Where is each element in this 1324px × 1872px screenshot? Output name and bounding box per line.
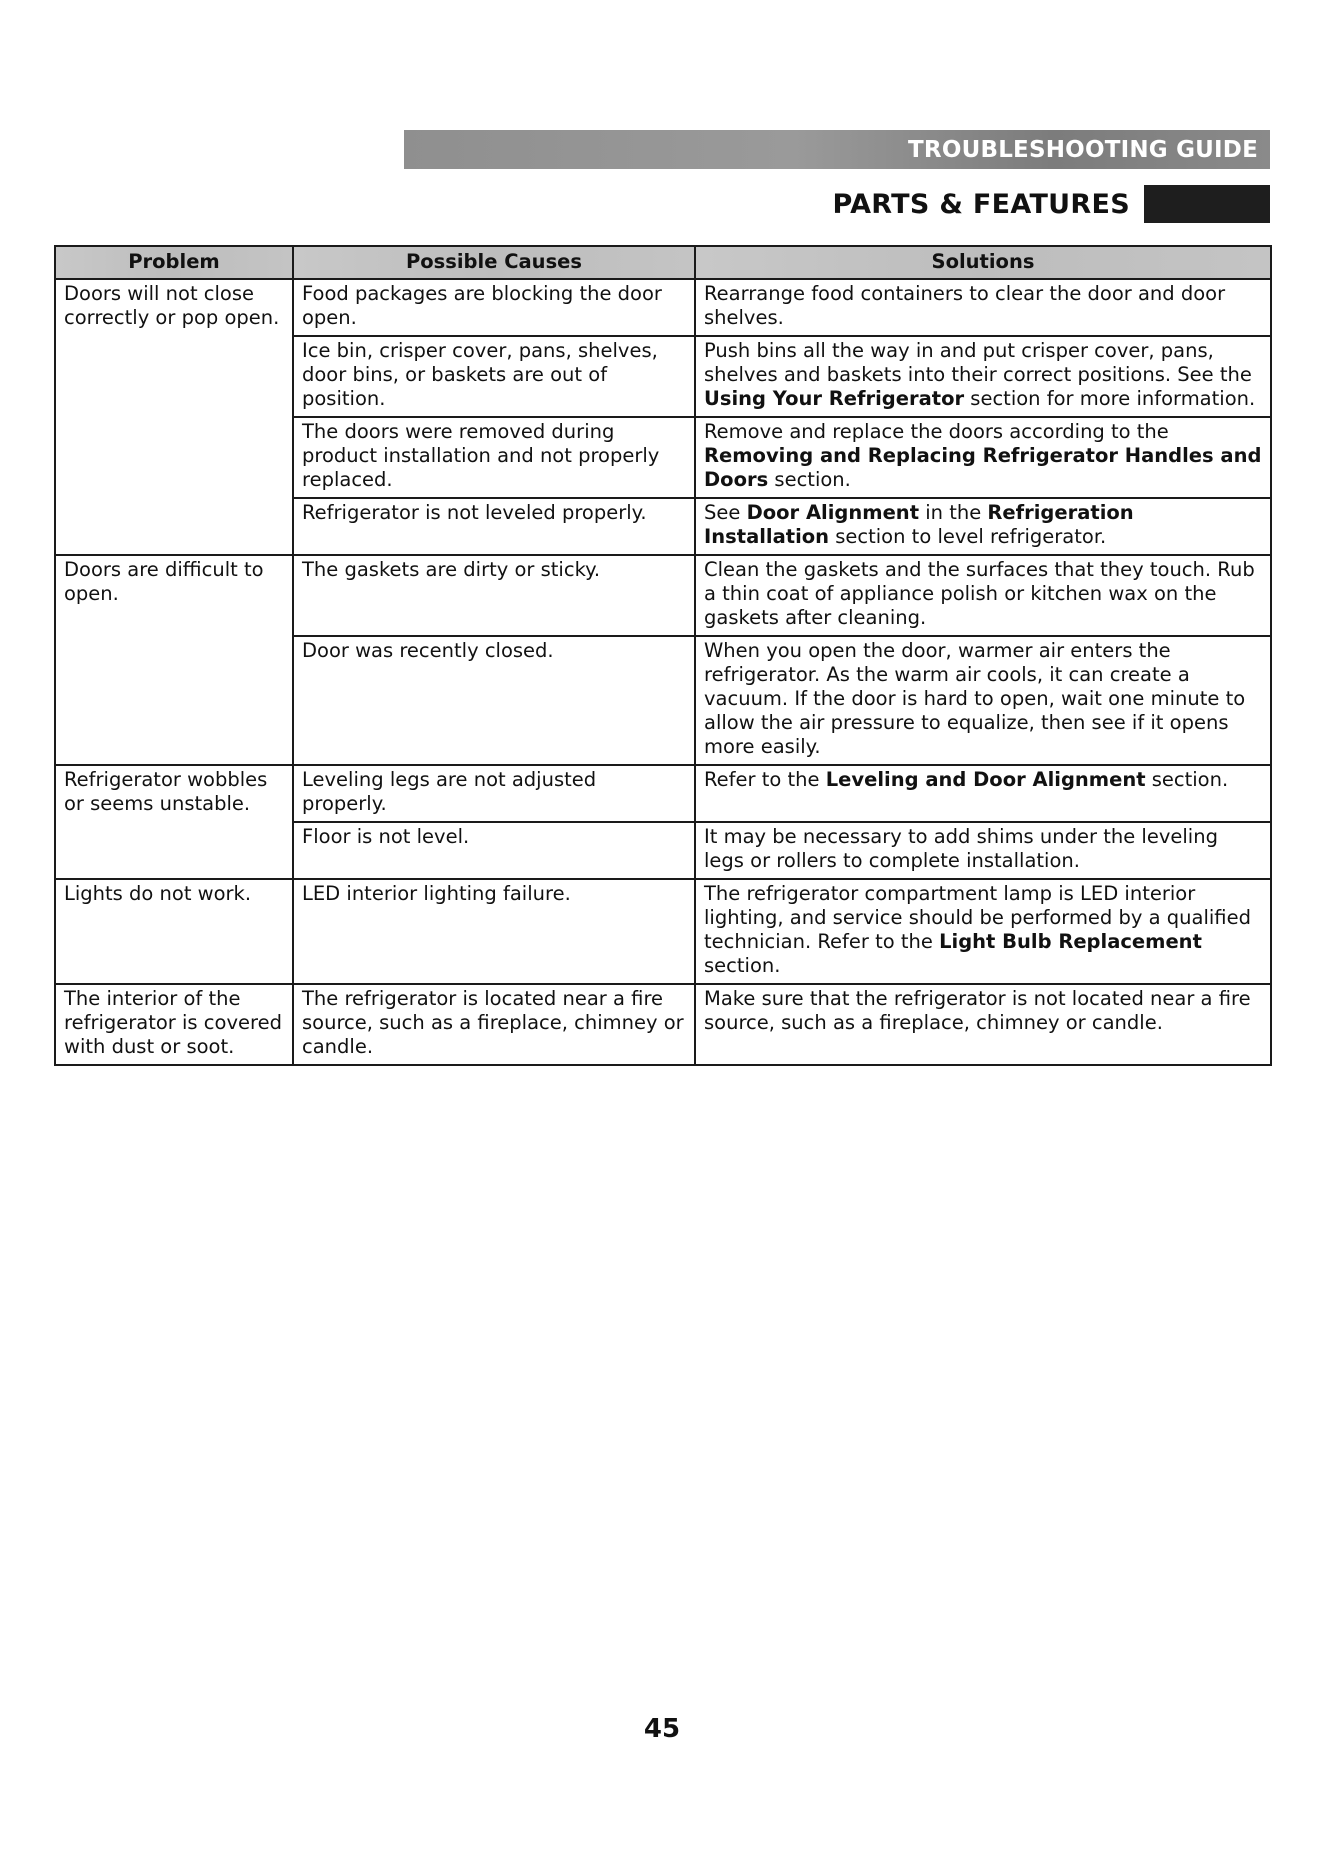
solution-cell [695, 555, 1271, 636]
solution-cell [695, 984, 1271, 1065]
table-row [55, 279, 1271, 336]
solution-text: When you open the door, warmer air enters the refrigerator. As the warm air cools, it can create a vacuum. If the door is hard to open, wait one minute to allow the air pressure to equalize, then see if it opens more easily. [704, 639, 1246, 758]
cause-cell: Ice bin, crisper cover, pans, shelves, door bins, or baskets are out of position. [293, 336, 695, 417]
cause-cell: Door was recently closed. [293, 636, 695, 765]
cause-cell: The doors were removed during product installation and not properly replaced. [293, 417, 695, 498]
problem-cell: Doors will not close correctly or pop open. [55, 279, 293, 555]
cause-cell: The refrigerator is located near a fire source, such as a fireplace, chimney or candle. [293, 984, 695, 1065]
solution-cell [695, 336, 1271, 417]
section-tab-marker [1144, 185, 1270, 223]
page-number: 45 [643, 1714, 681, 1744]
solution-text: It may be necessary to add shims under the leveling legs or rollers to complete installation. [704, 825, 1218, 872]
problem-cell: Doors are difficult to open. [55, 555, 293, 765]
solution-text: section for more information. [964, 387, 1256, 410]
column-header-causes: Possible Causes [293, 246, 695, 279]
solution-reference: Removing and Replacing Refrigerator Handles and Doors [704, 444, 1262, 491]
solution-cell [695, 822, 1271, 879]
cause-cell: The gaskets are dirty or sticky. [293, 555, 695, 636]
solution-text: Refer to the [704, 768, 826, 791]
solution-text: section. [768, 468, 851, 491]
section-header [832, 185, 1270, 223]
solution-text: See [704, 501, 747, 524]
table-row [55, 765, 1271, 822]
cause-cell: Leveling legs are not adjusted properly. [293, 765, 695, 822]
solution-reference: Light Bulb Replacement [939, 930, 1202, 953]
solution-text: Clean the gaskets and the surfaces that they touch. Rub a thin coat of appliance polish or kitchen wax on the gaskets after cleaning. [704, 558, 1255, 629]
troubleshooting-table [54, 245, 1272, 1066]
section-title: PARTS & FEATURES [832, 188, 1130, 220]
solution-cell [695, 498, 1271, 555]
solution-cell [695, 765, 1271, 822]
solution-text: in the [919, 501, 988, 524]
table-body [55, 279, 1271, 1065]
solution-reference: Leveling and Door Alignment [825, 768, 1146, 791]
troubleshooting-guide-banner [404, 130, 1270, 169]
solution-text: The refrigerator compartment lamp is LED interior lighting, and service should be performed by a qualified technician. Refer to the [704, 882, 1251, 953]
solution-text: section. [1145, 768, 1229, 791]
table-row [55, 984, 1271, 1065]
solution-cell [695, 279, 1271, 336]
solution-text: section to level refrigerator. [829, 525, 1107, 548]
solution-text: section. [704, 954, 781, 977]
column-header-problem: Problem [55, 246, 293, 279]
solution-reference: Refrigeration Installation [704, 501, 1134, 548]
solution-text: Remove and replace the doors according to the [704, 420, 1169, 443]
solution-text: Rearrange food containers to clear the door and door shelves. [704, 282, 1226, 329]
table-header-row [55, 246, 1271, 279]
solution-cell [695, 417, 1271, 498]
solution-reference: Door Alignment [746, 501, 920, 524]
solution-reference: Using Your Refrigerator [704, 387, 965, 410]
solution-cell [695, 879, 1271, 984]
banner-title: TROUBLESHOOTING GUIDE [908, 136, 1258, 163]
problem-cell: Lights do not work. [55, 879, 293, 984]
solution-text: Make sure that the refrigerator is not located near a fire source, such as a fireplace, chimney or candle. [704, 987, 1251, 1034]
column-header-solutions: Solutions [695, 246, 1271, 279]
table-row [55, 879, 1271, 984]
cause-cell: Refrigerator is not leveled properly. [293, 498, 695, 555]
solution-text: Push bins all the way in and put crisper cover, pans, shelves and baskets into their correct positions. See the [704, 339, 1252, 386]
problem-cell: Refrigerator wobbles or seems unstable. [55, 765, 293, 879]
table-row [55, 555, 1271, 636]
solution-cell [695, 636, 1271, 765]
cause-cell: Food packages are blocking the door open. [293, 279, 695, 336]
cause-cell: Floor is not level. [293, 822, 695, 879]
cause-cell: LED interior lighting failure. [293, 879, 695, 984]
problem-cell: The interior of the refrigerator is covered with dust or soot. [55, 984, 293, 1065]
